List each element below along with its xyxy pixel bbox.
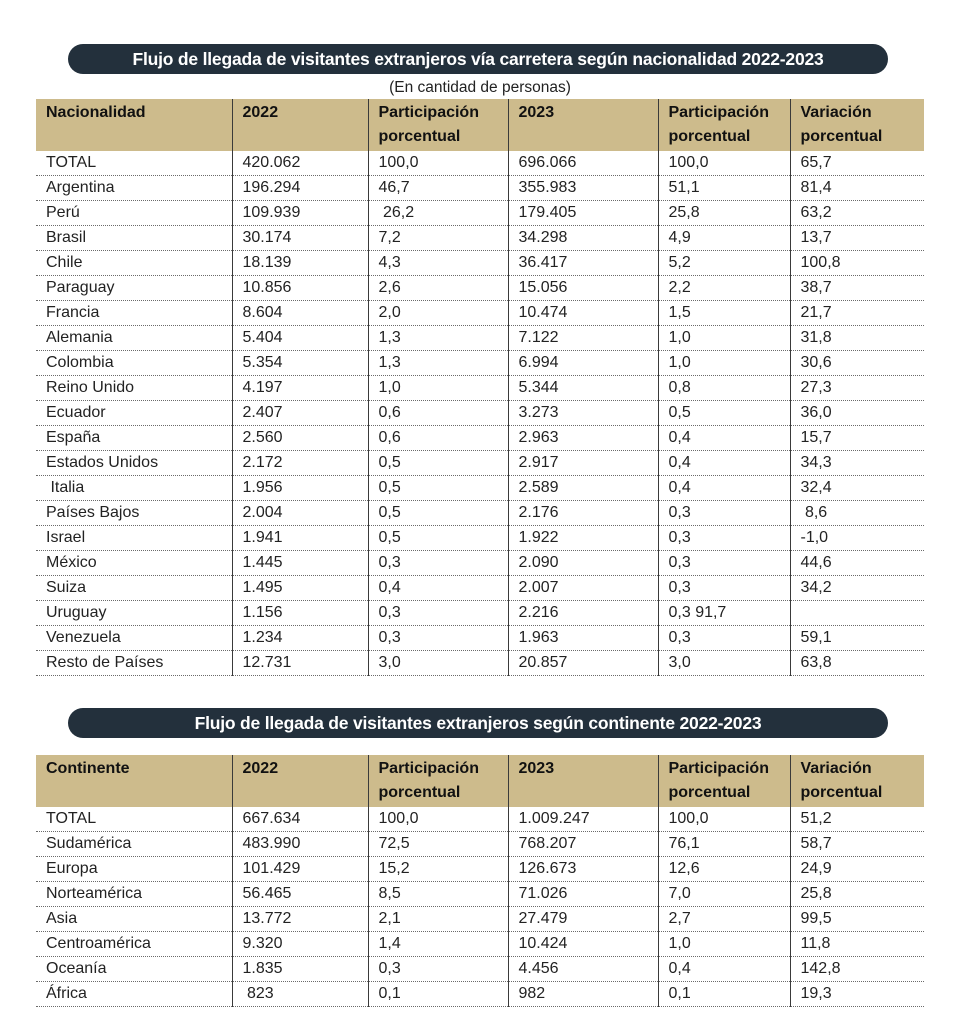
cell-share-2023: 76,1 [658,832,790,857]
cell-share-2022: 1,0 [368,376,508,401]
cell-name: Brasil [36,226,232,251]
cell-2022: 5.354 [232,351,368,376]
cell-variation: 59,1 [790,626,924,651]
cell-share-2022: 2,6 [368,276,508,301]
header-2023: 2023 [508,755,658,807]
cell-name: México [36,551,232,576]
cell-share-2022: 1,4 [368,932,508,957]
nationality-table-subtitle: (En cantidad de personas) [389,79,571,96]
cell-2022: 196.294 [232,176,368,201]
cell-variation: 63,8 [790,651,924,676]
cell-variation: 21,7 [790,301,924,326]
header-share-2023: Participación porcentual [658,99,790,151]
nationality-table-title: Flujo de llegada de visitantes extranjeros vía carretera según nacionalidad 2022-2023 [68,44,888,74]
cell-name: Uruguay [36,601,232,626]
cell-share-2023: 100,0 [658,807,790,832]
table-row [36,426,924,451]
cell-2022: 56.465 [232,882,368,907]
cell-name: Sudamérica [36,832,232,857]
table-row [36,982,924,1007]
table-row [36,907,924,932]
cell-name: TOTAL [36,151,232,176]
header-row [36,755,924,807]
cell-2022: 12.731 [232,651,368,676]
cell-2023: 2.176 [508,501,658,526]
cell-variation: 44,6 [790,551,924,576]
cell-2023: 179.405 [508,201,658,226]
cell-name: Países Bajos [36,501,232,526]
cell-share-2022: 0,5 [368,451,508,476]
table-row [36,832,924,857]
table-row [36,176,924,201]
cell-2022: 667.634 [232,807,368,832]
table-row [36,576,924,601]
cell-variation: 11,8 [790,932,924,957]
table-row [36,476,924,501]
cell-2023: 2.963 [508,426,658,451]
cell-2023: 3.273 [508,401,658,426]
cell-name: Centroamérica [36,932,232,957]
cell-2022: 9.320 [232,932,368,957]
cell-2022: 2.004 [232,501,368,526]
cell-share-2022: 7,2 [368,226,508,251]
cell-share-2022: 8,5 [368,882,508,907]
cell-2023: 2.007 [508,576,658,601]
table-row [36,601,924,626]
cell-share-2022: 1,3 [368,351,508,376]
cell-share-2022: 2,0 [368,301,508,326]
table-row [36,251,924,276]
cell-variation: -1,0 [790,526,924,551]
cell-share-2022: 0,4 [368,576,508,601]
cell-share-2023: 25,8 [658,201,790,226]
header-nationality: Nacionalidad [36,99,232,151]
cell-share-2023: 5,2 [658,251,790,276]
cell-2022: 2.560 [232,426,368,451]
cell-2023: 15.056 [508,276,658,301]
cell-2022: 1.941 [232,526,368,551]
cell-2023: 768.207 [508,832,658,857]
cell-2023: 696.066 [508,151,658,176]
cell-2022: 483.990 [232,832,368,857]
cell-2023: 10.474 [508,301,658,326]
cell-share-2023: 1,0 [658,326,790,351]
cell-2022: 10.856 [232,276,368,301]
continent-table [36,755,924,1007]
cell-variation: 81,4 [790,176,924,201]
cell-share-2023: 3,0 [658,651,790,676]
cell-2022: 8.604 [232,301,368,326]
cell-2023: 1.922 [508,526,658,551]
cell-share-2023: 0,3 [658,551,790,576]
cell-2022: 1.835 [232,957,368,982]
cell-name: Europa [36,857,232,882]
cell-share-2022: 46,7 [368,176,508,201]
table-row [36,526,924,551]
cell-share-2022: 100,0 [368,807,508,832]
cell-variation: 15,7 [790,426,924,451]
cell-2022: 420.062 [232,151,368,176]
cell-name: Colombia [36,351,232,376]
cell-2023: 6.994 [508,351,658,376]
cell-2022: 1.445 [232,551,368,576]
table-row [36,401,924,426]
cell-2022: 4.197 [232,376,368,401]
cell-share-2022: 0,3 [368,601,508,626]
cell-name: TOTAL [36,807,232,832]
cell-2023: 982 [508,982,658,1007]
cell-share-2022: 0,3 [368,626,508,651]
cell-name: Ecuador [36,401,232,426]
cell-2023: 2.917 [508,451,658,476]
cell-variation: 65,7 [790,151,924,176]
table-row [36,651,924,676]
cell-2022: 109.939 [232,201,368,226]
cell-2023: 1.009.247 [508,807,658,832]
cell-share-2022: 0,5 [368,476,508,501]
cell-name: Chile [36,251,232,276]
cell-share-2023: 1,0 [658,932,790,957]
cell-2023: 71.026 [508,882,658,907]
cell-share-2023: 0,4 [658,451,790,476]
cell-name: España [36,426,232,451]
cell-variation: 63,2 [790,201,924,226]
cell-variation: 31,8 [790,326,924,351]
cell-name: Francia [36,301,232,326]
cell-2023: 4.456 [508,957,658,982]
cell-2022: 2.172 [232,451,368,476]
cell-variation: 19,3 [790,982,924,1007]
cell-name: Asia [36,907,232,932]
table-row [36,151,924,176]
cell-share-2022: 15,2 [368,857,508,882]
cell-2023: 7.122 [508,326,658,351]
continent-section [36,708,924,1007]
cell-variation: 38,7 [790,276,924,301]
cell-share-2023: 0,1 [658,982,790,1007]
table-row [36,626,924,651]
header-share-2022: Participación porcentual [368,755,508,807]
cell-share-2023: 0,8 [658,376,790,401]
continent-table-title: Flujo de llegada de visitantes extranjeros según continente 2022-2023 [68,708,888,738]
cell-variation: 13,7 [790,226,924,251]
cell-name: Argentina [36,176,232,201]
table-row [36,882,924,907]
table-row [36,932,924,957]
cell-share-2023: 0,3 91,7 [658,601,790,626]
cell-share-2023: 1,5 [658,301,790,326]
cell-name: Estados Unidos [36,451,232,476]
cell-share-2022: 0,6 [368,426,508,451]
cell-share-2023: 0,3 [658,626,790,651]
cell-name: Italia [36,476,232,501]
cell-2023: 1.963 [508,626,658,651]
nationality-table-header [36,99,924,151]
cell-2022: 13.772 [232,907,368,932]
cell-variation: 34,3 [790,451,924,476]
cell-variation: 142,8 [790,957,924,982]
table-row [36,226,924,251]
cell-variation: 51,2 [790,807,924,832]
cell-share-2023: 2,2 [658,276,790,301]
cell-variation: 34,2 [790,576,924,601]
cell-name: Israel [36,526,232,551]
table-row [36,301,924,326]
cell-name: Resto de Países [36,651,232,676]
header-2022: 2022 [232,99,368,151]
cell-share-2022: 4,3 [368,251,508,276]
cell-share-2022: 2,1 [368,907,508,932]
continent-table-body [36,807,924,1007]
table-row [36,351,924,376]
cell-share-2022: 0,3 [368,551,508,576]
cell-2023: 5.344 [508,376,658,401]
cell-share-2022: 1,3 [368,326,508,351]
cell-2023: 27.479 [508,907,658,932]
nationality-section [36,44,924,676]
cell-variation [790,601,924,626]
cell-name: Alemania [36,326,232,351]
header-row [36,99,924,151]
cell-2023: 34.298 [508,226,658,251]
cell-variation: 25,8 [790,882,924,907]
cell-2022: 823 [232,982,368,1007]
cell-2023: 355.983 [508,176,658,201]
cell-share-2022: 0,3 [368,957,508,982]
cell-share-2023: 1,0 [658,351,790,376]
table-row [36,201,924,226]
cell-share-2023: 2,7 [658,907,790,932]
cell-name: Norteamérica [36,882,232,907]
cell-2022: 1.956 [232,476,368,501]
cell-share-2022: 0,1 [368,982,508,1007]
cell-share-2022: 0,5 [368,526,508,551]
header-share-2023: Participación porcentual [658,755,790,807]
table-row [36,857,924,882]
cell-name: África [36,982,232,1007]
cell-variation: 30,6 [790,351,924,376]
continent-table-header [36,755,924,807]
cell-name: Venezuela [36,626,232,651]
cell-name: Perú [36,201,232,226]
cell-variation: 99,5 [790,907,924,932]
cell-variation: 36,0 [790,401,924,426]
cell-2022: 30.174 [232,226,368,251]
cell-variation: 27,3 [790,376,924,401]
cell-share-2023: 12,6 [658,857,790,882]
cell-2023: 2.216 [508,601,658,626]
table-row [36,957,924,982]
table-row [36,501,924,526]
cell-2022: 1.234 [232,626,368,651]
cell-share-2023: 0,4 [658,426,790,451]
nationality-table [36,99,924,676]
cell-2023: 36.417 [508,251,658,276]
cell-share-2023: 0,3 [658,526,790,551]
cell-share-2022: 100,0 [368,151,508,176]
header-share-2022: Participación porcentual [368,99,508,151]
cell-2023: 20.857 [508,651,658,676]
cell-2023: 2.090 [508,551,658,576]
cell-variation: 8,6 [790,501,924,526]
cell-variation: 24,9 [790,857,924,882]
cell-2023: 2.589 [508,476,658,501]
cell-name: Suiza [36,576,232,601]
cell-share-2023: 51,1 [658,176,790,201]
cell-2022: 1.495 [232,576,368,601]
cell-2022: 18.139 [232,251,368,276]
cell-2022: 2.407 [232,401,368,426]
cell-share-2023: 4,9 [658,226,790,251]
table-row [36,451,924,476]
cell-name: Reino Unido [36,376,232,401]
cell-2022: 101.429 [232,857,368,882]
cell-variation: 58,7 [790,832,924,857]
table-row [36,276,924,301]
cell-share-2022: 0,6 [368,401,508,426]
header-2023: 2023 [508,99,658,151]
cell-share-2022: 3,0 [368,651,508,676]
cell-share-2022: 0,5 [368,501,508,526]
cell-2023: 10.424 [508,932,658,957]
cell-2023: 126.673 [508,857,658,882]
cell-share-2022: 26,2 [368,201,508,226]
table-row [36,551,924,576]
header-variation: Variación porcentual [790,755,924,807]
cell-share-2023: 0,3 [658,576,790,601]
header-continent: Continente [36,755,232,807]
cell-name: Paraguay [36,276,232,301]
cell-share-2023: 0,3 [658,501,790,526]
header-2022: 2022 [232,755,368,807]
header-variation: Variación porcentual [790,99,924,151]
cell-share-2023: 0,4 [658,476,790,501]
cell-share-2023: 7,0 [658,882,790,907]
cell-variation: 32,4 [790,476,924,501]
table-row [36,807,924,832]
table-row [36,326,924,351]
cell-variation: 100,8 [790,251,924,276]
table-row [36,376,924,401]
cell-2022: 5.404 [232,326,368,351]
cell-name: Oceanía [36,957,232,982]
cell-share-2023: 0,5 [658,401,790,426]
nationality-table-body [36,151,924,676]
cell-share-2023: 100,0 [658,151,790,176]
cell-2022: 1.156 [232,601,368,626]
cell-share-2022: 72,5 [368,832,508,857]
cell-share-2023: 0,4 [658,957,790,982]
